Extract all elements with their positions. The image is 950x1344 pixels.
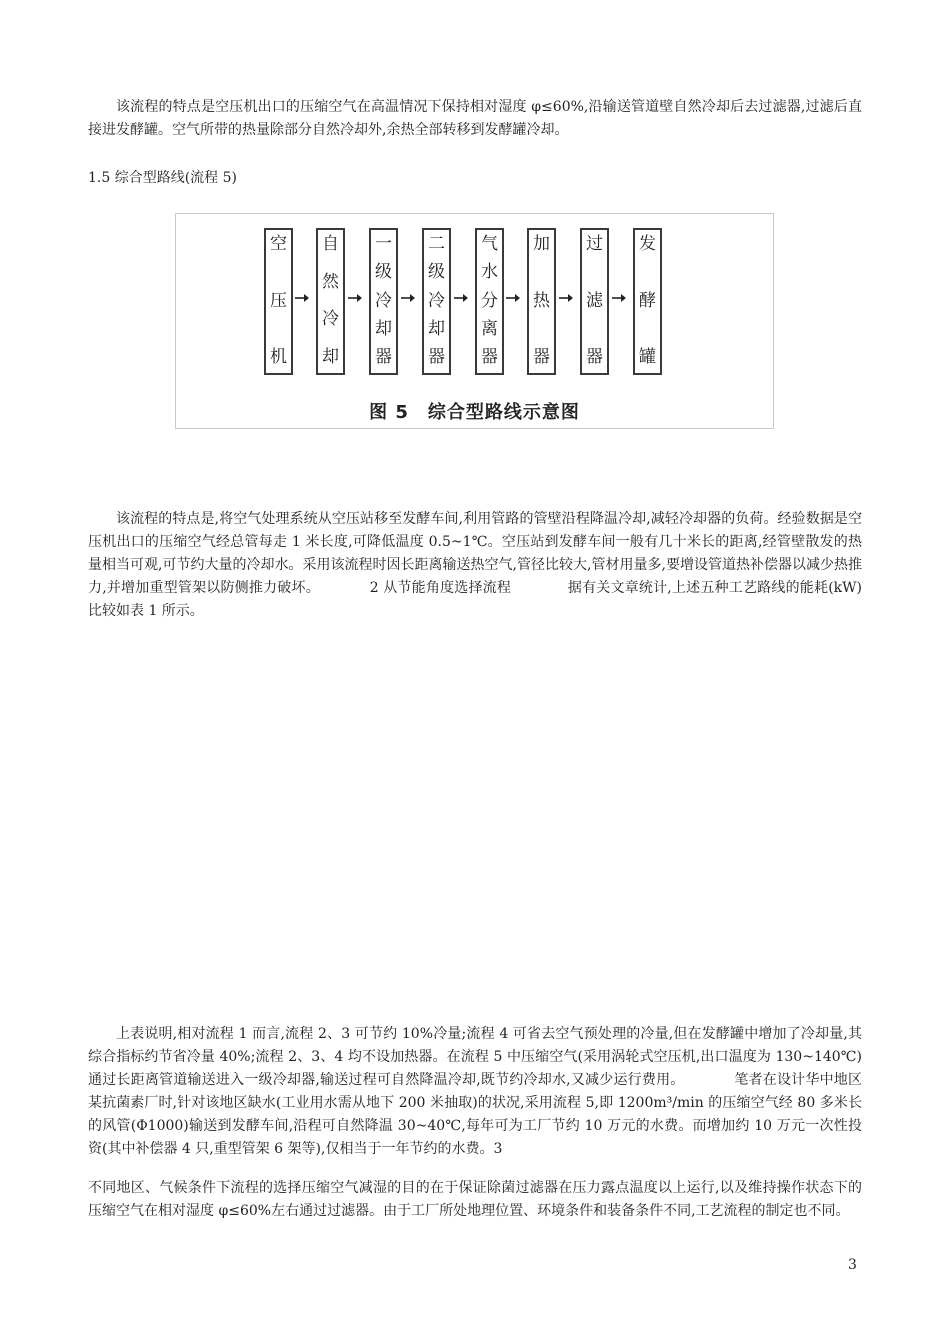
- box-char: 罐: [639, 347, 656, 367]
- box-char: 滤: [586, 290, 603, 311]
- process-box: [475, 228, 504, 375]
- section-heading-1-5: 1.5 综合型路线(流程 5): [88, 170, 237, 186]
- paragraph-flow4-feature: 该流程的特点是空压机出口的压缩空气在高温情况下保持相对湿度 φ≤60%,沿输送管道壁自然冷却后去过滤器,过滤后直接进发酵罐。空气所带的热量除部分自然冷却外,余热全部转移到发酵罐冷却。: [88, 99, 862, 138]
- box-char: 却: [375, 318, 392, 339]
- box-char: 机: [270, 347, 287, 367]
- arrow-right-icon: [294, 291, 310, 305]
- box-char: 加: [533, 234, 550, 254]
- arrow-right-icon: [611, 291, 627, 305]
- box-char: 气: [481, 234, 498, 254]
- process-box: [527, 228, 556, 375]
- box-char: 分: [481, 290, 498, 311]
- box-char: 级: [428, 262, 445, 283]
- process-box: [580, 228, 609, 375]
- process-box: [422, 228, 451, 375]
- paragraph-table-summary: 上表说明,相对流程 1 而言,流程 2、3 可节约 10%冷量;流程 4 可省去空气预处理的冷量,但在发酵罐中增加了冷却量,其综合指标约节省冷量 40%;流程 2、3、4 均不设加热器。在流程 5 中压缩空气(采用涡轮式空压机,出口温度为 130~140℃)通过长距离管道输送进入一级冷却器,输送过程可自然降温冷却,既节约冷却水,又减少运行费用。 笔者在设计华中地区某抗菌素厂时,针对该地区缺水(工业用水需从地下 200 米抽取)的状况,采用流程 5,即 1200m³/min 的压缩空气经 80 多米长的风管(Φ1000)输送到发酵车间,沿程可自然降温 30~40℃,每年可为工厂节约 10 万元的水费。而增加约 10 万元一次性投资(其中补偿器 4 只,重型管架 6 架等),仅相当于一年节约的水费。3: [88, 1026, 862, 1157]
- process-box: [316, 228, 345, 375]
- box-char: 离: [481, 318, 498, 339]
- box-char: 器: [586, 347, 603, 367]
- box-char: 水: [481, 262, 498, 283]
- box-char: 发: [639, 234, 656, 254]
- arrow-right-icon: [558, 291, 574, 305]
- paragraph-flow5-feature: 该流程的特点是,将空气处理系统从空压站移至发酵车间,利用管路的管壁沿程降温冷却,减轻冷却器的负荷。经验数据是空压机出口的压缩空气经总管每走 1 米长度,可降低温度 0.5~1℃。空压站到发酵车间一般有几十米长的距离,经管壁散发的热量相当可观,可节约大量的冷却水。采用该流程时因长距离输送热空气,管径比较大,管材用量多,要增设管道热补偿器以减少热推力,并增加重型管架以防侧推力破坏。 2 从节能角度选择流程 据有关文章统计,上述五种工艺路线的能耗(kW)比较如表 1 所示。: [88, 511, 862, 619]
- flow-diagram-figure-5: [175, 213, 774, 429]
- process-box: [369, 228, 398, 375]
- box-char: 然: [322, 271, 339, 292]
- arrow-right-icon: [347, 291, 363, 305]
- box-char: 冷: [428, 290, 445, 311]
- figure-caption: 图 5 综合型路线示意图: [369, 402, 580, 423]
- arrow-right-icon: [505, 291, 521, 305]
- box-char: 酵: [639, 290, 656, 311]
- process-box: [264, 228, 293, 375]
- box-char: 却: [322, 346, 339, 367]
- box-char: 器: [533, 347, 550, 367]
- box-char: 压: [270, 290, 287, 311]
- box-char: 冷: [322, 309, 339, 330]
- box-char: 过: [586, 234, 603, 254]
- box-char: 却: [428, 318, 445, 339]
- box-char: 二: [428, 234, 445, 254]
- box-char: 器: [375, 347, 392, 367]
- box-char: 空: [270, 234, 287, 254]
- box-char: 器: [428, 347, 445, 367]
- process-box: [633, 228, 662, 375]
- page-number: 3: [848, 1257, 857, 1273]
- box-char: 冷: [375, 290, 392, 311]
- box-char: 一: [375, 234, 392, 254]
- box-char: 器: [481, 347, 498, 367]
- box-char: 热: [533, 290, 550, 311]
- box-char: 自: [322, 234, 339, 254]
- arrow-right-icon: [400, 291, 416, 305]
- box-char: 级: [375, 262, 392, 283]
- arrow-right-icon: [453, 291, 469, 305]
- paragraph-region-selection: 不同地区、气候条件下流程的选择压缩空气减湿的目的在于保证除菌过滤器在压力露点温度以上运行,以及维持操作状态下的压缩空气在相对湿度 φ≤60%左右通过过滤器。由于工厂所处地理位置、环境条件和装备条件不同,工艺流程的制定也不同。: [88, 1180, 862, 1219]
